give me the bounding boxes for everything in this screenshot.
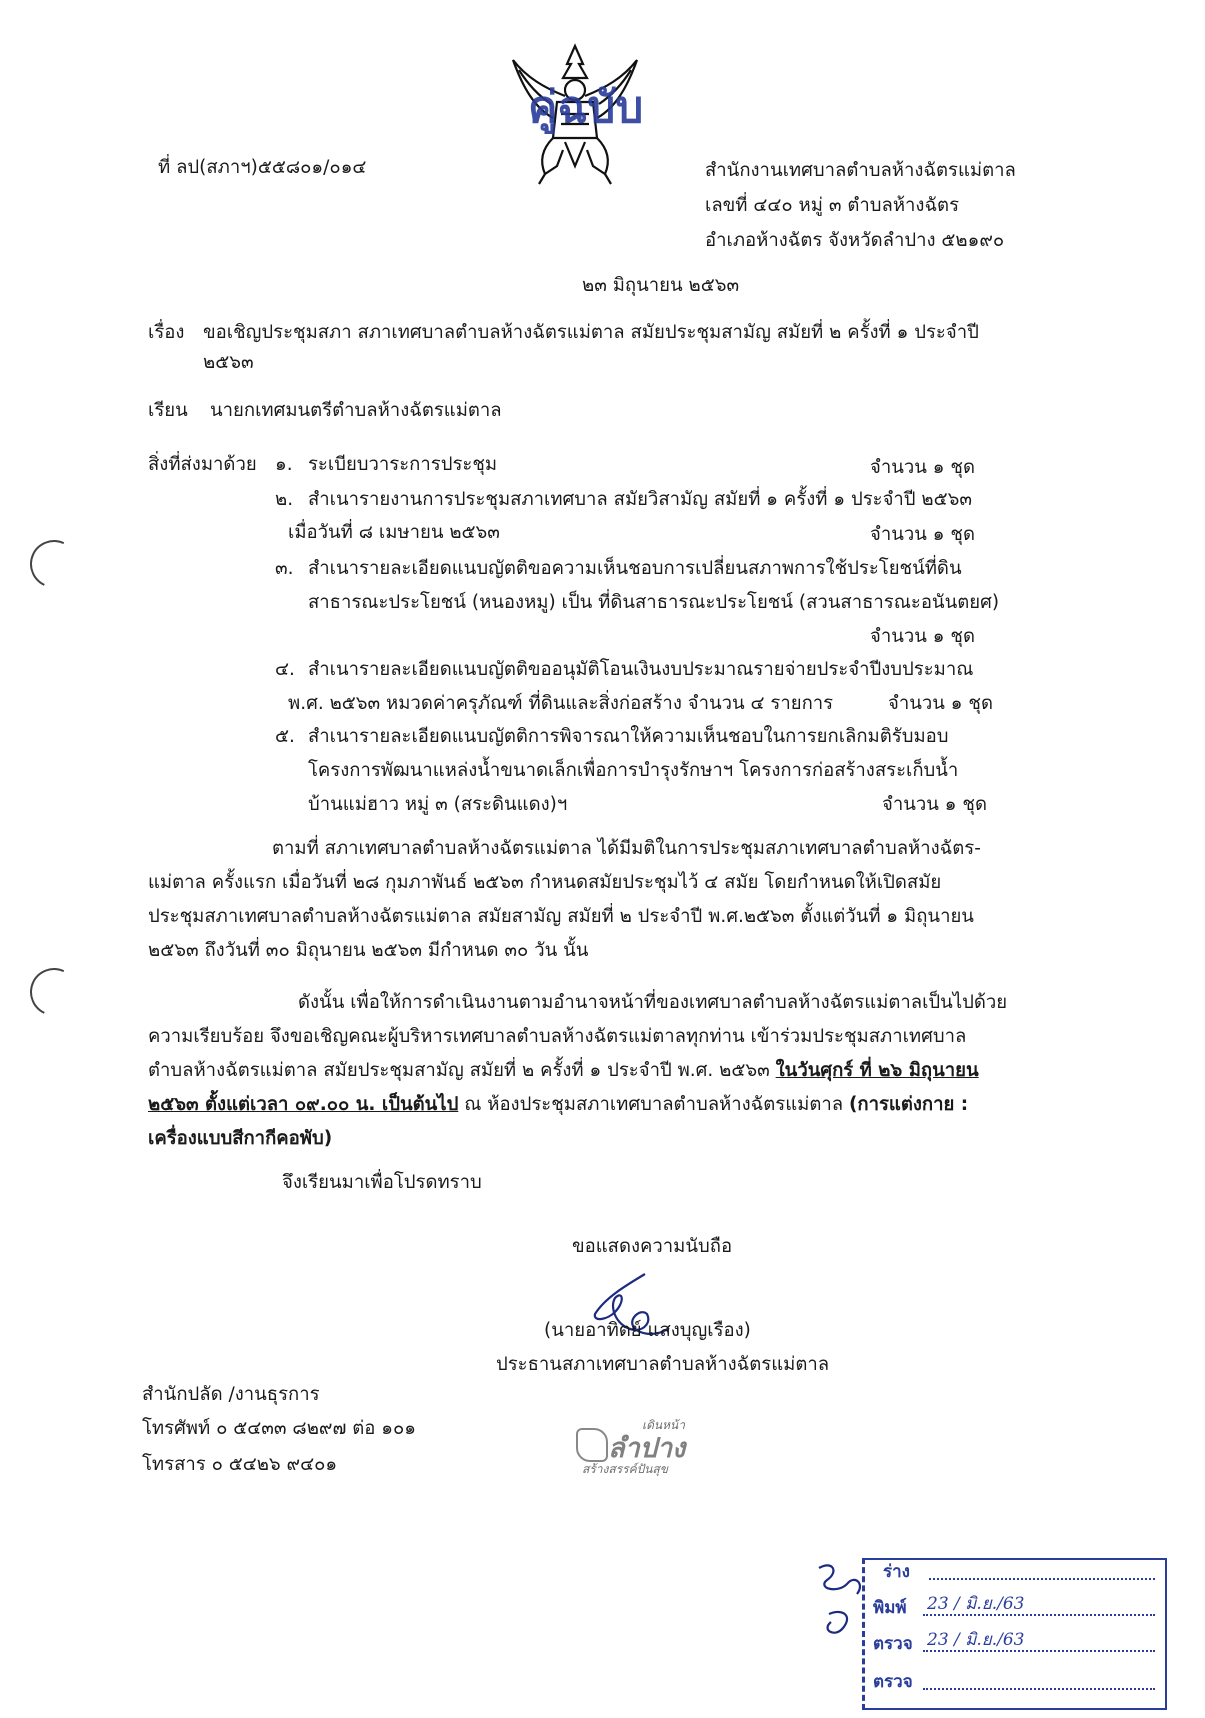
- meeting-date: ในวันศุกร์ ที่ ๒๖ มิถุนายน: [775, 1060, 979, 1081]
- dress-code-value: เครื่องแบบสีกากีคอพับ): [148, 1128, 333, 1149]
- enclosure-quantity: จำนวน ๑ ชุด: [870, 626, 975, 647]
- enclosures-label: สิ่งที่ส่งมาด้วย: [148, 454, 257, 475]
- second-check-label: ตรวจ: [873, 1672, 913, 1692]
- enclosure-number: ๓.: [275, 558, 294, 579]
- meeting-details: ตำบลห้างฉัตรแม่ตาล สมัยประชุมสามัญ สมัยที่ ๒ ครั้งที่ ๑ ประจำปี พ.ศ. ๒๕๖๓: [148, 1060, 776, 1081]
- enclosure-text: เมื่อวันที่ ๘ เมษายน ๒๕๖๓: [288, 522, 500, 543]
- phone-number: โทรศัพท์ ๐ ๕๔๓๓ ๘๒๙๗ ต่อ ๑๐๑: [142, 1418, 417, 1439]
- dress-code-label: (การแต่งกาย :: [848, 1094, 969, 1115]
- enclosure-text: สำเนารายละเอียดแนบญัตติขออนุมัติโอนเงินงบประมาณรายจ่ายประจำปีงบประมาณ: [308, 659, 974, 680]
- enclosure-number: ๑.: [275, 454, 293, 475]
- enclosure-text: โครงการพัฒนาแหล่งน้ำขนาดเล็กเพื่อการบำรุงรักษาฯ โครงการก่อสร้างสระเก็บน้ำ: [308, 760, 959, 781]
- fax-number: โทรสาร ๐ ๕๔๒๖ ๙๔๐๑: [142, 1454, 338, 1475]
- checked-date: 23 / มิ.ย./63: [927, 1630, 1025, 1650]
- checked-date-line: [923, 1650, 1155, 1652]
- reference-number: ที่ ลป(สภาฯ)๕๕๘๐๑/๐๑๔: [158, 157, 367, 178]
- enclosure-quantity: จำนวน ๑ ชุด: [870, 457, 975, 478]
- approval-stamp: [862, 1558, 1167, 1710]
- body-paragraph-line: ตามที่ สภาเทศบาลตำบลห้างฉัตรแม่ตาล ได้มีมติในการประชุมสภาเทศบาลตำบลห้างฉัตร-: [272, 838, 981, 859]
- enclosure-quantity: จำนวน ๑ ชุด: [882, 794, 987, 815]
- body-paragraph-line: [148, 1058, 979, 1084]
- subject-line: ขอเชิญประชุมสภา สภาเทศบาลตำบลห้างฉัตรแม่ตาล สมัยประชุมสามัญ สมัยที่ ๒ ครั้งที่ ๑ ประจำปี: [203, 322, 979, 343]
- signatory-name: (นายอาทิตย์ แสงบุญเรือง): [544, 1320, 751, 1341]
- regards-text: ขอแสดงความนับถือ: [572, 1236, 733, 1257]
- lampang-logo-icon: [576, 1428, 608, 1462]
- subject-line: ๒๕๖๓: [203, 352, 254, 373]
- lampang-logo: [572, 1416, 712, 1480]
- enclosure-quantity: จำนวน ๑ ชุด: [870, 524, 975, 545]
- draft-label: ร่าง: [883, 1562, 910, 1582]
- office-address: เลขที่ ๔๔๐ หมู่ ๓ ตำบลห้างฉัตร: [705, 195, 960, 216]
- typed-date-line: [923, 1614, 1155, 1616]
- checked-label: ตรวจ: [873, 1634, 913, 1654]
- enclosure-text: สาธารณะประโยชน์ (หนองหมู) เป็น ที่ดินสาธารณะประโยชน์ (สวนสาธารณะอนันตยศ): [308, 592, 1000, 613]
- enclosure-text: ระเบียบวาระการประชุม: [308, 454, 498, 475]
- office-name: สำนักงานเทศบาลตำบลห้างฉัตรแม่ตาล: [705, 160, 1016, 181]
- punch-hole-top: [23, 533, 85, 595]
- enclosure-text: บ้านแม่ฮาว หมู่ ๓ (สระดินแดง)ฯ: [308, 794, 568, 815]
- draft-signature-line: [929, 1578, 1155, 1580]
- body-paragraph-line: ประชุมสภาเทศบาลตำบลห้างฉัตรแม่ตาล สมัยสามัญ สมัยที่ ๒ ประจำปี พ.ศ.๒๕๖๓ ตั้งแต่วันที่ ๑ มิถุนายน: [148, 906, 974, 927]
- body-paragraph-line: [148, 1092, 968, 1118]
- enclosure-text: พ.ศ. ๒๕๖๓ หมวดค่าครุภัณฑ์ ที่ดินและสิ่งก่อสร้าง จำนวน ๔ รายการ: [288, 693, 834, 714]
- enclosure-text: สำเนารายละเอียดแนบญัตติการพิจารณาให้ความเห็นชอบในการยกเลิกมติรับมอบ: [308, 726, 949, 747]
- closing-line: จึงเรียนมาเพื่อโปรดทราบ: [282, 1172, 482, 1193]
- body-paragraph-line: ดังนั้น เพื่อให้การดำเนินงานตามอำนาจหน้าที่ของเทศบาลตำบลห้างฉัตรแม่ตาลเป็นไปด้วย: [298, 992, 1008, 1013]
- office-district: อำเภอห้างฉัตร จังหวัดลำปาง ๕๒๑๙๐: [705, 230, 1005, 251]
- logo-top-text: เดินหน้า: [642, 1418, 685, 1432]
- enclosure-number: ๕.: [275, 726, 295, 747]
- letter-date: ๒๓ มิถุนายน ๒๕๖๓: [582, 275, 740, 296]
- body-paragraph-line: ๒๕๖๓ ถึงวันที่ ๓๐ มิถุนายน ๒๕๖๓ มีกำหนด ๓๐ วัน นั้น: [148, 940, 589, 961]
- body-paragraph-line: แม่ตาล ครั้งแรก เมื่อวันที่ ๒๘ กุมภาพันธ์ ๒๕๖๓ กำหนดสมัยประชุมไว้ ๔ สมัย โดยกำหนดให้เปิดสมัย: [148, 872, 942, 893]
- recipient-label: เรียน: [148, 400, 188, 421]
- enclosure-number: ๒.: [275, 489, 294, 510]
- subject-label: เรื่อง: [148, 322, 185, 343]
- second-check-line: [923, 1688, 1155, 1690]
- enclosure-text: สำเนารายละเอียดแนบญัตติขอความเห็นชอบการเปลี่ยนสภาพการใช้ประโยชน์ที่ดิน: [308, 558, 962, 579]
- meeting-venue: ณ ห้องประชุมสภาเทศบาลตำบลห้างฉัตรแม่ตาล: [458, 1094, 849, 1115]
- initials-scribble: [799, 1554, 879, 1664]
- typed-date: 23 / มิ.ย./63: [927, 1594, 1025, 1614]
- department: สำนักปลัด /งานธุรการ: [142, 1384, 320, 1405]
- logo-main-text: ลำปาง: [608, 1433, 686, 1464]
- enclosure-number: ๔.: [275, 659, 295, 680]
- punch-hole-bottom: [23, 961, 85, 1023]
- enclosure-text: สำเนารายงานการประชุมสภาเทศบาล สมัยวิสามัญ สมัยที่ ๑ ครั้งที่ ๑ ประจำปี ๒๕๖๓: [308, 489, 973, 510]
- copy-stamp: คู่ฉบับ: [528, 82, 644, 133]
- logo-bottom-text: สร้างสรรค์ปันสุข: [582, 1462, 668, 1476]
- body-paragraph-line: ความเรียบร้อย จึงขอเชิญคณะผู้บริหารเทศบาลตำบลห้างฉัตรแม่ตาลทุกท่าน เข้าร่วมประชุมสภาเทศบาล: [148, 1026, 967, 1047]
- meeting-time: ๒๕๖๓ ตั้งแต่เวลา ๐๙.๐๐ น. เป็นต้นไป: [148, 1094, 459, 1115]
- typed-label: พิมพ์: [873, 1598, 907, 1618]
- recipient-name: นายกเทศมนตรีตำบลห้างฉัตรแม่ตาล: [210, 400, 502, 421]
- enclosure-quantity: จำนวน ๑ ชุด: [888, 693, 993, 714]
- signatory-position: ประธานสภาเทศบาลตำบลห้างฉัตรแม่ตาล: [496, 1354, 830, 1375]
